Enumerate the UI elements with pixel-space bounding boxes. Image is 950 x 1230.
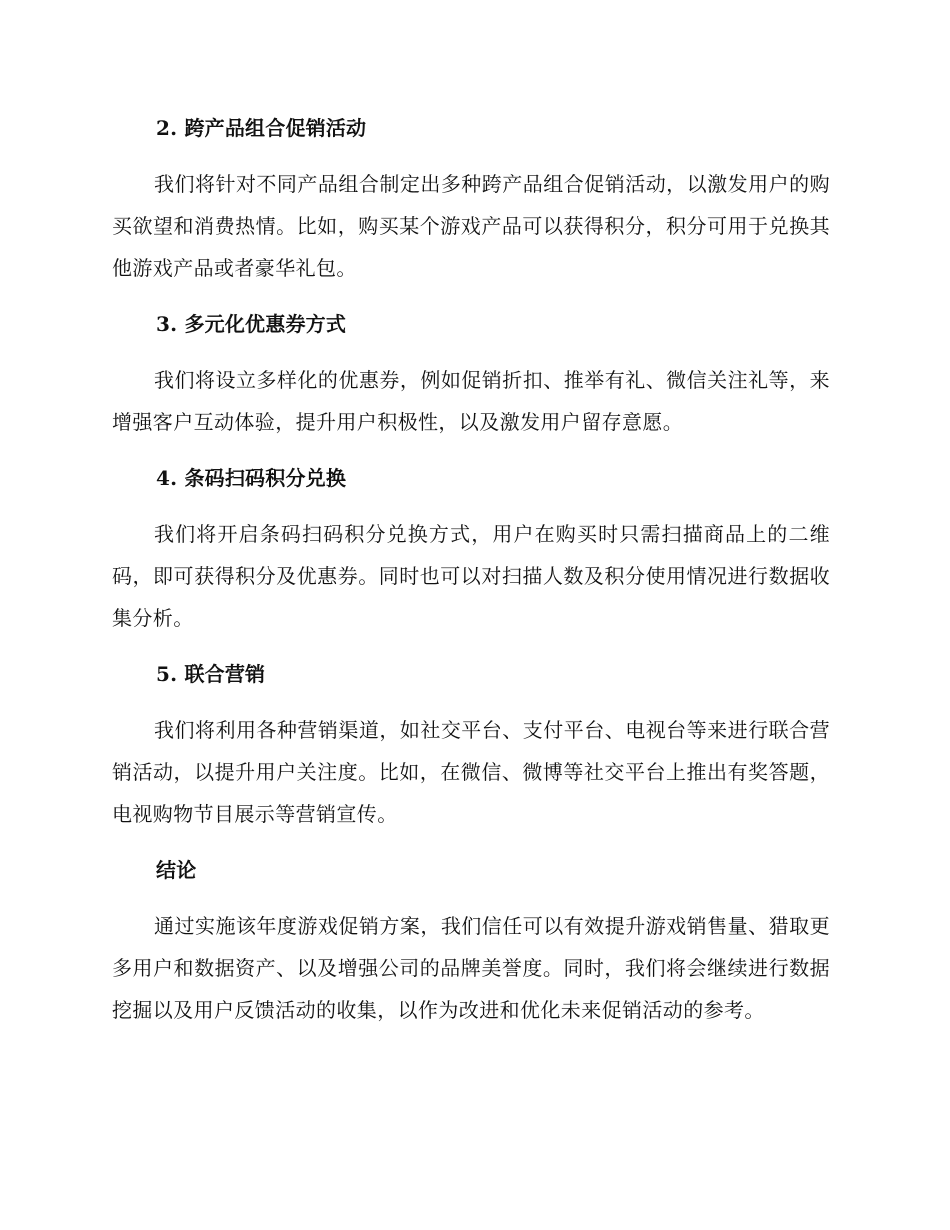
section-heading-joint-marketing: 5. 联合营销 <box>156 662 266 686</box>
section-heading-cross-product-promotion: 2. 跨产品组合促销活动 <box>156 116 367 140</box>
section-body-diversified-coupons: 我们将设立多样化的优惠券，例如促销折扣、推举有礼、微信关注礼等，来增强客户互动体验，提升用户积极性，以及激发用户留存意愿。 <box>112 368 830 434</box>
section-body-conclusion: 通过实施该年度游戏促销方案，我们信任可以有效提升游戏销售量、猎取更多用户和数据资产、以及增强公司的品牌美誉度。同时，我们将会继续进行数据挖掘以及用户反馈活动的收集，以作为改进和优化未来促销活动的参考。 <box>112 914 830 1022</box>
section-body-joint-marketing: 我们将利用各种营销渠道，如社交平台、支付平台、电视台等来进行联合营销活动，以提升用户关注度。比如，在微信、微博等社交平台上推出有奖答题，电视购物节目展示等营销宣传。 <box>112 718 830 826</box>
section-body-barcode-points-exchange: 我们将开启条码扫码积分兑换方式，用户在购买时只需扫描商品上的二维码，即可获得积分及优惠券。同时也可以对扫描人数及积分使用情况进行数据收集分析。 <box>112 522 830 630</box>
section-heading-diversified-coupons: 3. 多元化优惠券方式 <box>156 312 347 336</box>
section-heading-barcode-points-exchange: 4. 条码扫码积分兑换 <box>156 466 347 490</box>
section-heading-conclusion: 结论 <box>156 858 197 882</box>
section-body-cross-product-promotion: 我们将针对不同产品组合制定出多种跨产品组合促销活动，以激发用户的购买欲望和消费热情。比如，购买某个游戏产品可以获得积分，积分可用于兑换其他游戏产品或者豪华礼包。 <box>112 172 830 280</box>
